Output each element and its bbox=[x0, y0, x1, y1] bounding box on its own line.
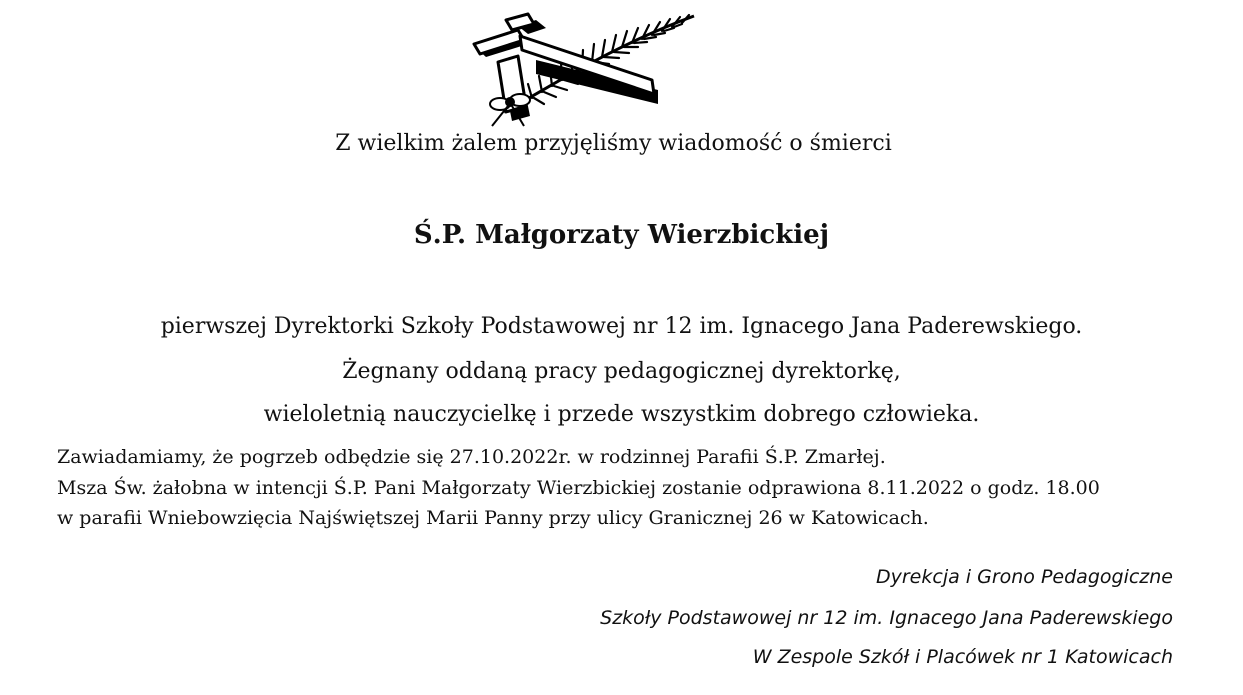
signature-line-3: W Zespole Szkół i Placówek nr 1 Katowicach bbox=[752, 646, 1173, 668]
funeral-line-2: Msza Św. żałobna w intencji Ś.P. Pani Małgorzaty Wierzbickiej zostanie odprawiona 8.11.2022 o godz. 18.00 bbox=[57, 477, 1100, 499]
deceased-name: Ś.P. Małgorzaty Wierzbickiej bbox=[413, 220, 830, 250]
intro-line: Z wielkim żalem przyjęliśmy wiadomość o śmierci bbox=[335, 131, 892, 156]
signature-line-1: Dyrekcja i Grono Pedagogiczne bbox=[876, 566, 1173, 588]
funeral-line-3: w parafii Wniebowzięcia Najświętszej Marii Panny przy ulicy Granicznej 26 w Katowicach. bbox=[57, 507, 929, 529]
tribute-line-3: wieloletnią nauczycielkę i przede wszystkim dobrego człowieka. bbox=[263, 402, 980, 427]
funeral-line-1: Zawiadamiamy, że pogrzeb odbędzie się 27.10.2022r. w rodzinnej Parafii Ś.P. Zmarłej. bbox=[57, 446, 886, 468]
signature-line-2: Szkoły Podstawowej nr 12 im. Ignacego Jana Paderewskiego bbox=[600, 607, 1173, 629]
cross-with-palm-icon bbox=[462, 6, 702, 130]
tribute-line-1: pierwszej Dyrektorki Szkoły Podstawowej nr 12 im. Ignacego Jana Paderewskiego. bbox=[160, 314, 1083, 339]
tribute-line-2: Żegnany oddaną pracy pedagogicznej dyrektorkę, bbox=[342, 359, 901, 384]
